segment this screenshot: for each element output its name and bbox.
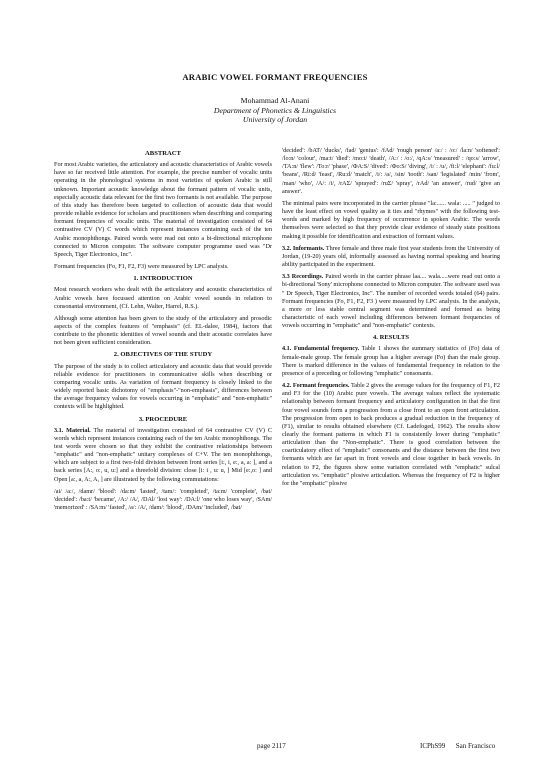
author-block [0, 96, 550, 125]
recordings-text: Paired words in the carrier phrase laa.... wala.....were read out onto a bi-directional 'Sony' microphone connected to Micron computer. The software used was " Dr Speech, Tiger Electronics, Inc". The number of recorded words totaled (64) pairs. Formant frequencies (Fo, F1, F2, F3 ) were measured by LPC analysis. In the analysis, a more or less stable central segment was determined and formed as being characteristic of each vowel including differences between formant frequencies of vowels occurring in "emphatic" and "non-emphatic" contexts. [282, 273, 501, 330]
material-paragraph [54, 427, 272, 484]
formant-frequencies-text: Table 2 gives the average values for the frequency of F1, F2 and F3 for the (10) Arabic pure vowels. The average values reflect the systematic relationship between formant frequency and articulatory configuration in that the first four vowel sounds form a progression from a close front to an open front articulation. The progression from open to back produces a gradual reduction in the frequency of (F1), similar to results obtained elsewhere (Cf. Ladefoged, 1962). The results show clearly the formant patterns in which F1 is consistently lower during "emphatic" articulation than the "Non-emphatic". There is good correlation between the coarticulatory effect of "emphatic" consonants and the distance between the first two formants which are far apart in front vowels and close together in back vowels. In relation to F2, the figures show some variation correlated with "emphatic" sulcal articulation vs. "emphatic" plosive articulation. Whereas the frequency of F2 is higher for the "emphatic" plosive [282, 382, 500, 487]
recordings-label: 3.3 Recordings. [282, 273, 324, 281]
left-column [54, 147, 272, 516]
fundamental-frequency-text: Table 1 shows the summary statistics of (Fo) data of female-male group. The female group has a higher average (Fo) than the male group. There is marked difference in the values of fundamental frequency in relation to the presence of a preceding or following "emphatic" consonants. [282, 345, 500, 377]
abstract-paragraph: For most Arabic varieties, the articulatory and acoustic characteristics of Arabic vowels have so far received little attention. For example, the precise number of vocalic units operating in the phonological systems in most varieties of spoken Arabic is still unknown. Important acoustic knowledge about the formant pattern of vocalic units, especially acoustic data relevant for the first two formants is not available. The purpose of this study has therefore been targeted to collection of acoustic data that would provide reliable evidence for scholars and practitioners when describing and comparing formant frequencies of vocalic units. The material of investigation consisted of 64 contrastive CV (V) C words which represent instances containing each of the ten Arabic monophthongs. Paired words were read out onto a bi-directional microphone connected to Micron computer. The software computer programme used was "Dr Speech, Tiger Electronics, Inc". [54, 161, 272, 258]
author-university: University of Jordan [242, 115, 308, 125]
recordings-paragraph [282, 273, 500, 330]
paper-title: ARABIC VOWEL FORMANT FREQUENCIES [182, 72, 368, 82]
objectives-paragraph: The purpose of the study is to collect articulatory and acoustic data that would provide reliable evidence for practitioners in communicative skills when describing or comparing vocalic units. As variation of formant frequency is closely linked to the widely reported basic dichotomy of "emphasis"-"non-emphasis", differences between the average frequency values for vowels occurring in "emphatic" and "non-emphatic" contexts will be highlighted. [54, 362, 272, 411]
fundamental-frequency-paragraph [282, 345, 500, 378]
page-number: page 2117 [257, 742, 286, 750]
introduction-paragraph: Most research workers who dealt with the articulatory and acoustic characteristics of Arabic vowels have focussed attention on Arabic vowel sounds in relation to consonantal environment, (Cf. Lehn, Walter, Harrel, R.S.). [54, 286, 272, 310]
material-text: The material of investigation consisted of 64 contrastive CV (V) C words which represent instances containing each of the ten Arabic monophthongs. The test words were chosen so that they exhibit the contrastive relationships between "emphatic" and "non-emphatic" unitary complexes of C+V. The ten monophthongs, which are subject to a first two-fold division between front series [i:, i, e:, a, a: ], and a back series [A:, o:, u, u:] and a threefold division: close [i: i , u: u, ] Mid [e:,o: ] and Open [a:, a, A:, A, ] are illustrated by the following commutations: [54, 426, 272, 483]
material-label: 3.1. Material. [54, 426, 91, 434]
right-column [282, 147, 500, 492]
formant-frequencies-paragraph [282, 382, 500, 488]
informants-label: 3.2. Informants. [282, 244, 325, 252]
page-footer [0, 742, 550, 754]
objectives-heading: 2. OBJECTIVES OF THE STUDY [113, 351, 213, 359]
author-name: Mohammad Al-Anani [240, 96, 310, 105]
informants-text: Three female and three male first year students from the University of Jordan, (19-20) years old, informally assessed as having normal speaking and hearing ability participated in the experiment. [282, 244, 500, 269]
introduction-heading: 1. INTRODUCTION [133, 275, 193, 283]
abstract-heading: ABSTRACT [145, 150, 181, 157]
commutations-paragraph: /ai/ /a:/, /damr/ 'blood': /da:m/ 'lasted', /tam/: 'completed', /ta:m/ 'complete', /bat/ 'decided': /ba:t/ 'became', /A:/ /A/, /DAl/ 'lost way': /DA:l/ 'one who loses way', /SAm/ 'memorized' : /SA:m/ 'fasted', /a/: /A/, /dam/: 'blood', /DAm/ 'included', /bat/ [54, 487, 272, 512]
introduction-paragraph-2: Although some attention has been given to the study of the articulatory and prosodic aspects of the complex features of "emphasis" (cf. EL-dalee, 1984), factors that contribute to the phonetic identities of vowel sounds and their acoustic correlates have not been given sufficient consideration. [54, 314, 272, 347]
conference-label: ICPhS99 San Francisco [420, 742, 496, 750]
fundamental-frequency-label: 4.1. Fundamental frequency. [282, 345, 360, 353]
results-heading: 4. RESULTS [372, 334, 410, 342]
author-department: Department of Phonetics & Linguistics [213, 105, 337, 115]
commutations-continued: 'decided': /bAT/ 'ducks', /fad/ 'genius': /fAd/ 'rough person' /a:/ : /o:/ /la:n/ 'softened': /lo:n/ 'colour', /ma:t/ 'died': /mo:t/ 'death', /A:/ : /o:/, /qA:s/ 'measured' : /qo:s/ 'arrow', /TA:n/ 'flew': /To:r/ 'phase', /ФA:S/ 'dived': /Фo:S/ 'diving', /i/ : /u/, /fi:l/ 'elephant': /fu:l/ 'beans', /Ri:d/ 'feast', /Ru:d/ 'match', /i/: /a/, /sin/ 'tooth': /san/ 'legislated' /min/ 'from', /man/ 'who', /A/: /i/, /rAΣ/ 'sprayed': /ruΣ/ 'spray', /rAd/ 'an answer', /rud/ 'give an answer'. [282, 147, 500, 195]
formant-frequencies-label: 4.2. Formant frequencies. [282, 382, 350, 390]
informants-paragraph [282, 245, 500, 269]
carrier-phrase-paragraph: The minimal pairs were incorporated in the carrier phrase "la:...... wala: ..... " judged to have the least effect on vowel quality as it ties and "rhymes" with the following test-words and marked by high frequency of occurrence in spoken Arabic. The words themselves were selected so that they provide clear evidence of steady state positions making it possible for identification and extraction of formant values. [282, 199, 500, 240]
abstract-paragraph-2: Formant frequencies (Fo, F1, F2, F3) were measured by LPC analysis. [54, 263, 229, 271]
procedure-heading: 3. PROCEDURE [138, 415, 188, 423]
